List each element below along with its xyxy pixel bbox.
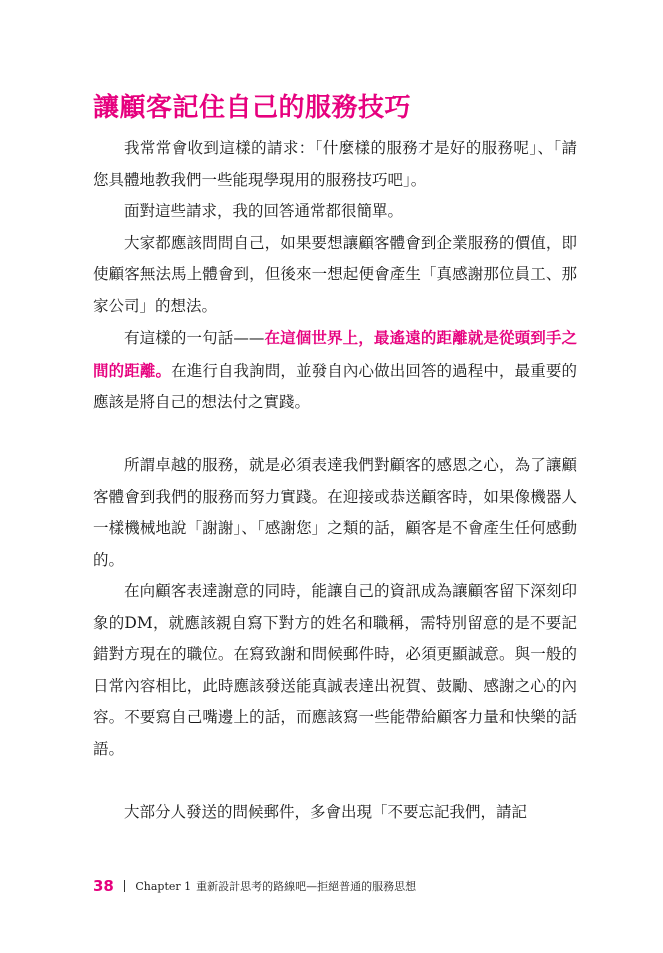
highlighted-quote: 在這個世界上，最遙遠的距離就是從頭到手之間的距離。 <box>93 328 577 380</box>
quote-follow-up: 在進行自我詢問，並發自內心做出回答的過程中，最重要的應該是將自己的想法付之實踐。 <box>93 361 577 411</box>
page-footer <box>93 876 416 896</box>
paragraph: 我常常會收到這樣的請求：「什麼樣的服務才是好的服務呢」、「請您具體地教我們一些能現學現用的服務技巧吧」。 <box>93 139 577 189</box>
paragraph: 大家都應該問問自己，如果要想讓顧客體會到企業服務的價值，即使顧客無法馬上體會到，但後來一想起便會產生「真感謝那位員工、那家公司」的想法。 <box>93 233 577 315</box>
footer-chapter: Chapter 1 <box>135 879 192 893</box>
page-title: 讓顧客記住自己的服務技巧 <box>93 93 412 123</box>
footer-chapter-title: 重新設計思考的路線吧—拒絕普通的服務思想 <box>196 880 417 893</box>
quote-lead-in: 有這樣的一句話—— <box>124 329 265 347</box>
paragraph: 所謂卓越的服務，就是必須表達我們對顧客的感恩之心，為了讓顧客體會到我們的服務而努力實踐。在迎接或恭送顧客時，如果像機器人一樣機械地說「謝謝」、「感謝您」之類的話，顧客是不會產生任何感動的。 <box>93 456 577 569</box>
paragraph-with-quote <box>93 322 577 419</box>
page-number: 38 <box>93 877 114 895</box>
paragraph: 大部分人發送的問候郵件，多會出現「不要忘記我們，請記 <box>124 802 528 821</box>
body-text <box>93 133 577 828</box>
paragraph: 在向顧客表達謝意的同時，能讓自己的資訊成為讓顧客留下深刻印象的DM，就應該親自寫下對方的姓名和職稱，需特別留意的是不要記錯對方現在的職位。在寫致謝和問候郵件時，必須更顯誠意。與一般的日常內容相比，此時應該發送能真誠表達出祝賀、鼓勵、感謝之心的內容。不要寫自己嘴邊上的話，而應該寫一些能帶給顧客力量和快樂的話語。 <box>93 582 577 758</box>
footer-divider <box>124 880 126 892</box>
paragraph: 面對這些請求，我的回答通常都很簡單。 <box>124 202 404 220</box>
